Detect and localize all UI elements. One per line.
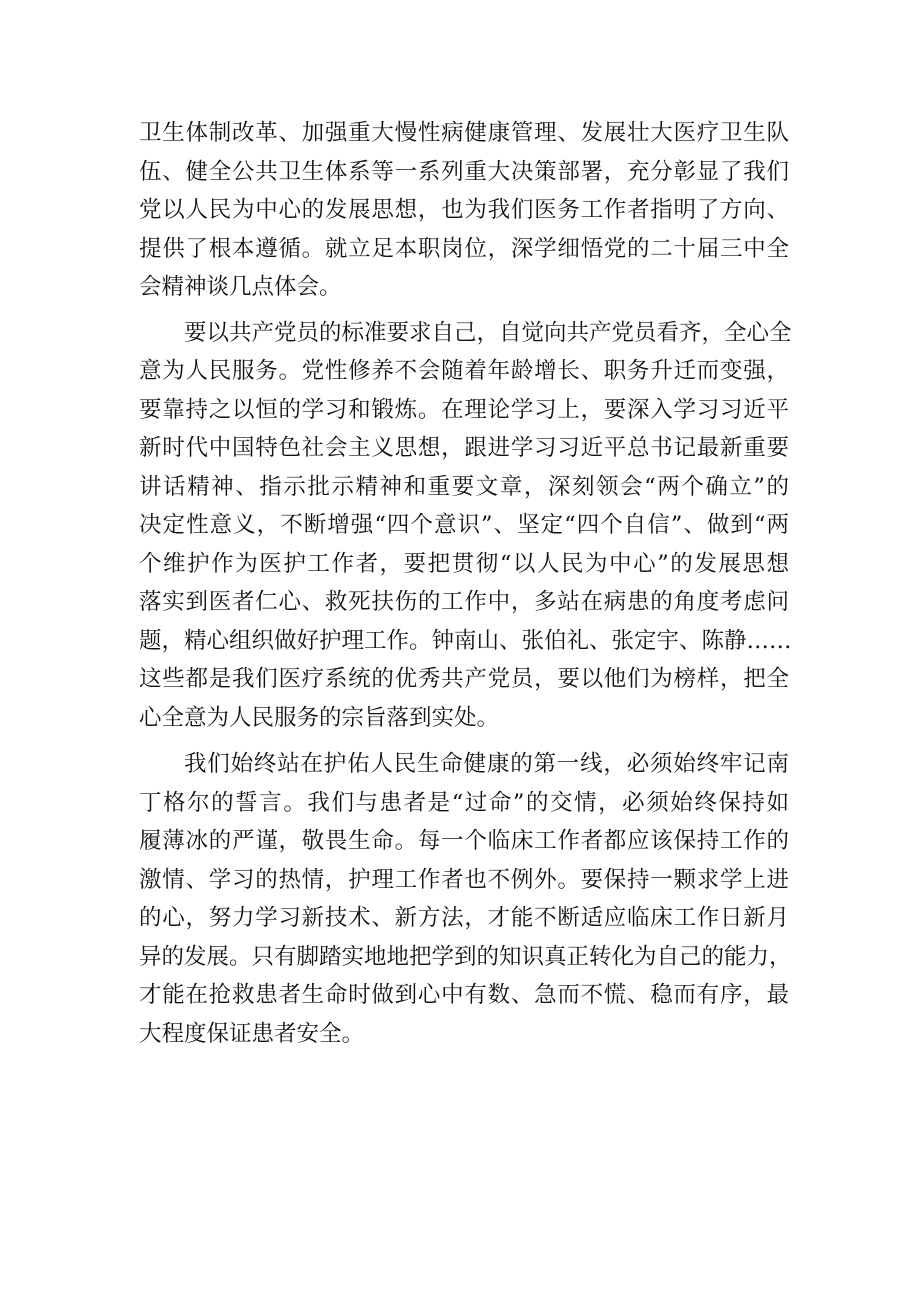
document-body: [139, 114, 792, 1053]
paragraph-1: [139, 114, 789, 307]
text-line: 新时代中国特色社会主义思想，跟进学习习近平总书记最新重要: [139, 435, 789, 461]
text-line: 要靠持之以恒的学习和锻炼。在理论学习上，要深入学习习近平: [139, 396, 789, 423]
paragraph-3: [139, 745, 792, 1053]
text-line: 题，精心组织做好护理工作。钟南山、张伯礼、张定宇、陈静……: [139, 627, 792, 654]
text-line: 激情、学习的热情，护理工作者也不例外。要保持一颗求学上进: [139, 866, 789, 893]
text-line: 大程度保证患者安全。: [139, 1020, 365, 1047]
text-line: 党以人民为中心的发展思想，也为我们医务工作者指明了方向、: [139, 197, 789, 223]
text-line: 个维护作为医护工作者，要把贯彻“以人民为中心”的发展思想: [139, 550, 789, 577]
text-line: 伍、健全公共卫生体系等一系列重大决策部署，充分彰显了我们: [139, 158, 789, 185]
text-line: 履薄冰的严谨，敬畏生命。每一个临床工作者都应该保持工作的: [139, 828, 789, 854]
text-line: 卫生体制改革、加强重大慢性病健康管理、发展壮大医疗卫生队: [139, 120, 789, 146]
text-line: 我们始终站在护佑人民生命健康的第一线，必须始终牢记南: [184, 751, 789, 777]
text-line: 落实到医者仁心、救死扶伤的工作中，多站在病患的角度考虑问: [139, 589, 789, 615]
text-line: 会精神谈几点体会。: [139, 274, 342, 300]
text-line: 这些都是我们医疗系统的优秀共产党员，要以他们为榜样，把全: [139, 666, 789, 692]
text-line: 提供了根本遵循。就立足本职岗位，深学细悟党的二十届三中全: [139, 235, 789, 262]
text-line: 心全意为人民服务的宗旨落到实处。: [139, 704, 500, 731]
text-line: 的心，努力学习新技术、新方法，才能不断适应临床工作日新月: [139, 905, 789, 931]
paragraph-2: [139, 314, 792, 738]
text-line: 丁格尔的誓言。我们与患者是“过命”的交情，必须始终保持如: [139, 789, 789, 816]
text-line: 意为人民服务。党性修养不会随着年龄增长、职务升迁而变强，: [139, 358, 789, 384]
text-line: 要以共产党员的标准要求自己，自觉向共产党员看齐，全心全: [184, 319, 792, 346]
text-line: 才能在抢救患者生命时做到心中有数、急而不慌、稳而有序，最: [139, 982, 789, 1008]
text-line: 决定性意义，不断增强“四个意识”、坚定“四个自信”、做到“两: [139, 512, 789, 538]
text-line: 讲话精神、指示批示精神和重要文章，深刻领会“两个确立”的: [139, 473, 789, 500]
text-line: 异的发展。只有脚踏实地地把学到的知识真正转化为自己的能力，: [139, 943, 792, 970]
